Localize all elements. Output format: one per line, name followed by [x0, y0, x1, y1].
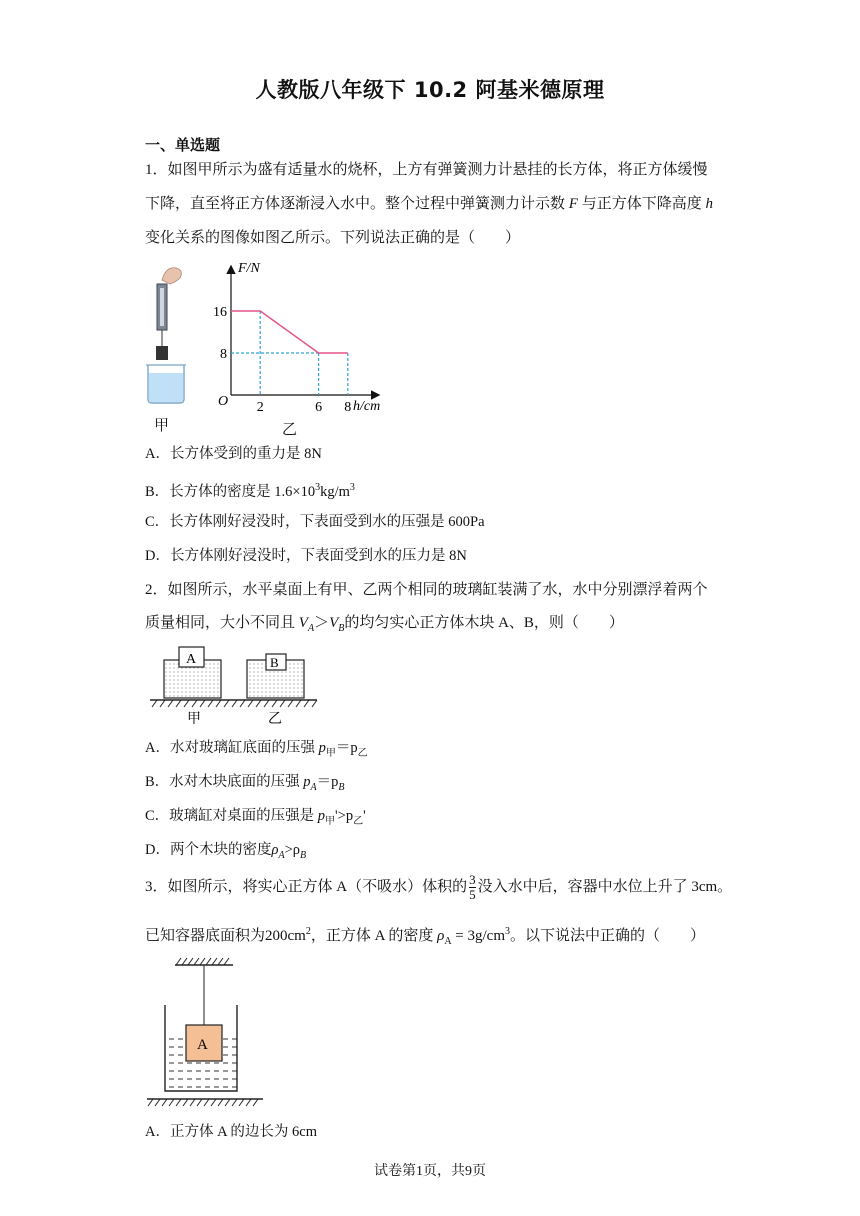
y-axis-label: F/N — [238, 261, 260, 276]
q1-option-a: A．长方体受到的重力是 8N — [145, 446, 322, 462]
origin-label: O — [218, 394, 229, 409]
hanging-block — [156, 346, 168, 360]
q1-line-2: 下降，直至将正方体逐渐浸入水中。整个过程中弹簧测力计示数 F 与正方体下降高度 h — [145, 196, 713, 212]
q3-line-2: 已知容器底面积为$200cm^2$，正方体 A 的密度 $\rho_A = 3g/cm^3$。以下说法中正确的（ ） — [145, 926, 706, 947]
q2-line-2: 质量相同，大小不同且 $V_A>V_B$的均匀实心正方体木块 A、B，则（ ） — [145, 615, 624, 634]
x-axis-label: h/cm — [353, 399, 381, 414]
q1-option-c: C．长方体刚好浸没时，下表面受到水的压强是 600Pa — [145, 514, 485, 530]
q2-option-b: B．水对木块底面的压强 $p_A=p_B$ — [145, 774, 345, 793]
block-b-label: B — [270, 655, 279, 670]
section-heading: 一、单选题 — [145, 136, 221, 154]
q1-apparatus-figure — [140, 262, 200, 412]
x-tick-label-8: 8 — [344, 400, 352, 415]
q1-option-b: B．长方体的密度是 $1.6\times 10^3kg/m^3$ — [145, 482, 355, 500]
q1-line-3: 变化关系的图像如图乙所示。下列说法正确的是（ ） — [145, 230, 521, 246]
q2-label-yi: 乙 — [268, 712, 282, 725]
q2-option-c: C．玻璃缸对桌面的压强是 $p_甲'>p_乙'$ — [145, 808, 366, 827]
series-line — [231, 311, 348, 353]
q1-force-height-graph — [200, 255, 400, 435]
q3-line-1: 3．如图所示，将实心正方体 A（不吸水）体积的 $\frac{3}{5}$ 没入水中后，容器中水位上升了 3cm。 — [145, 872, 733, 903]
q1-option-d: D．长方体刚好浸没时，下表面受到水的压力是 8N — [145, 548, 467, 564]
page-title: 人教版八年级下 10.2 阿基米德原理 — [255, 78, 605, 102]
y-tick-label-8: 8 — [220, 347, 227, 362]
q2-option-a: A．水对玻璃缸底面的压强 $p_甲=p_乙$ — [145, 740, 368, 759]
x-tick-label-6: 6 — [315, 400, 323, 415]
block-a-label: A — [186, 652, 197, 667]
block-a-label: A — [197, 1037, 208, 1053]
q3-option-a: A．正方体 A 的边长为 6cm — [145, 1124, 317, 1140]
hand-icon — [162, 268, 181, 284]
q1-fig-label-jia: 甲 — [154, 418, 170, 434]
page-footer: 试卷第1页，共9页 — [374, 1164, 486, 1179]
q1-fig-label-yi: 乙 — [282, 422, 298, 438]
q2-tanks-figure — [145, 643, 320, 725]
q2-line-1: 2．如图所示，水平桌面上有甲、乙两个相同的玻璃缸装满了水，水中分别漂浮着两个 — [145, 582, 708, 598]
q1-line-1: 1．如图甲所示为盛有适量水的烧杯，上方有弹簧测力计悬挂的长方体，将正方体缓慢 — [145, 162, 708, 178]
q2-option-d: D．两个木块的密度$\rho_A>\rho_B$ — [145, 842, 307, 861]
x-tick-label-2: 2 — [256, 400, 264, 415]
q2-label-jia: 甲 — [187, 712, 201, 725]
y-tick-label-16: 16 — [213, 305, 227, 320]
fraction-three-fifths: $\frac{3}{5}$ — [469, 872, 476, 903]
q3-container-figure — [145, 955, 265, 1110]
